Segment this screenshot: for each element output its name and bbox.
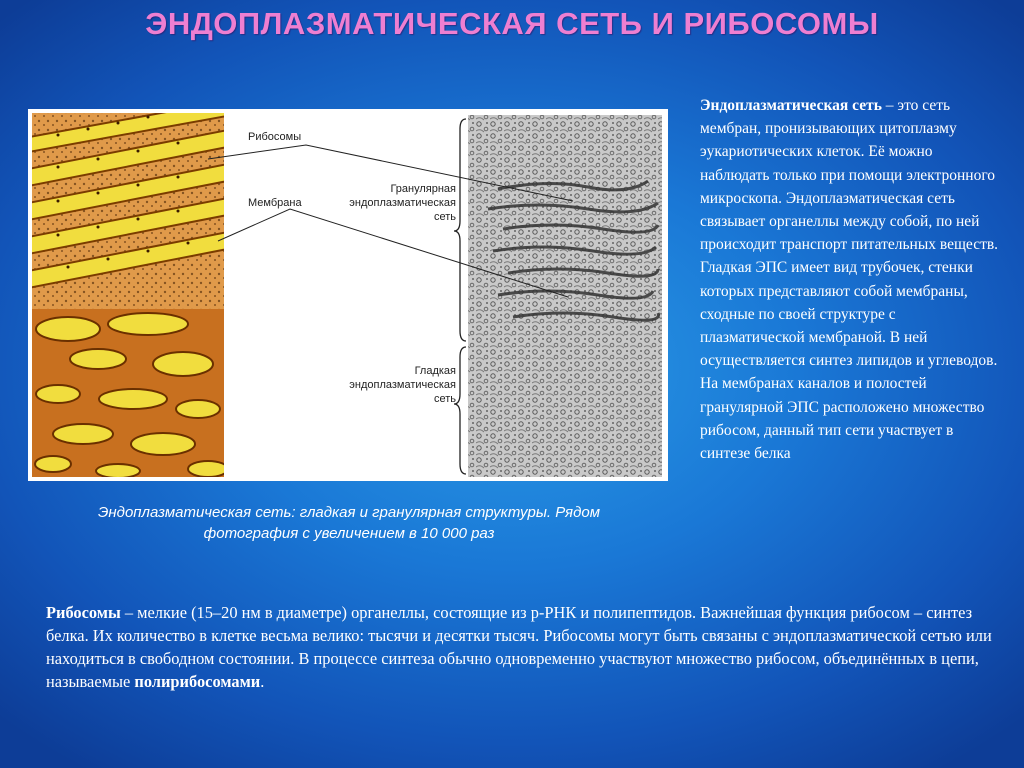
er-term: Эндоплазматическая сеть xyxy=(700,97,882,114)
ribosome-description xyxy=(46,601,1006,693)
polyribosome-term: полирибосомами xyxy=(134,672,261,691)
slide-title: ЭНДОПЛАЗМАТИЧЕСКАЯ СЕТЬ И РИБОСОМЫ xyxy=(145,6,879,41)
label-granular-3: сеть xyxy=(433,211,456,223)
label-granular-2: эндоплазматическая xyxy=(349,197,456,209)
label-granular-1: Гранулярная xyxy=(390,183,456,195)
label-ribosomes: Рибосомы xyxy=(248,131,302,143)
er-description xyxy=(700,94,1000,465)
er-description-body: – это сеть мембран, пронизывающих цитоплазму эукариотических клеток. Её можно наблюдать только при помощи электронного микроскопа. Эндоплазматическая сеть связывает органеллы между собой, по ней происходит транспорт питательных веществ. Гладкая ЭПС имеет вид трубочек, стенки которых представляют собой мембраны, сходные по своей структуре с плазматической мембраной. В ней осуществляется синтез липидов и углеводов. На мембранах каналов и полостей гранулярной ЭПС расположено множество рибосом, данный тип сети участвует в синтезе белка xyxy=(700,97,999,463)
label-membrane: Мембрана xyxy=(248,197,302,209)
label-smooth-2: эндоплазматическая xyxy=(349,379,456,391)
label-smooth-3: сеть xyxy=(433,393,456,405)
label-smooth-1: Гладкая xyxy=(414,365,456,377)
figure-caption xyxy=(44,502,654,544)
ribosome-description-end: . xyxy=(260,672,265,691)
ribosome-term: Рибосомы xyxy=(46,603,121,622)
figure-caption-line-1: Эндоплазматическая сеть: гладкая и гранулярная структуры. Рядом xyxy=(98,504,600,521)
granular-bracket xyxy=(454,119,466,341)
er-figure xyxy=(28,109,668,481)
ribosome-description-body: – мелкие (15–20 нм в диаметре) органеллы, состоящие из р-РНК и полипептидов. Важнейшая функция рибосом – синтез белка. Их количество в клетке весьма велико: тысячи и десятки тысяч. Рибосомы могут быть связаны с эндоплазматической сетью или находиться в свободном состоянии. В процессе синтеза обычно одновременно участвуют множество рибосом, объединённых в цепи, называемые xyxy=(46,603,992,691)
er-drawing xyxy=(28,109,248,478)
figure-caption-line-2: фотография с увеличением в 10 000 раз xyxy=(203,525,495,542)
